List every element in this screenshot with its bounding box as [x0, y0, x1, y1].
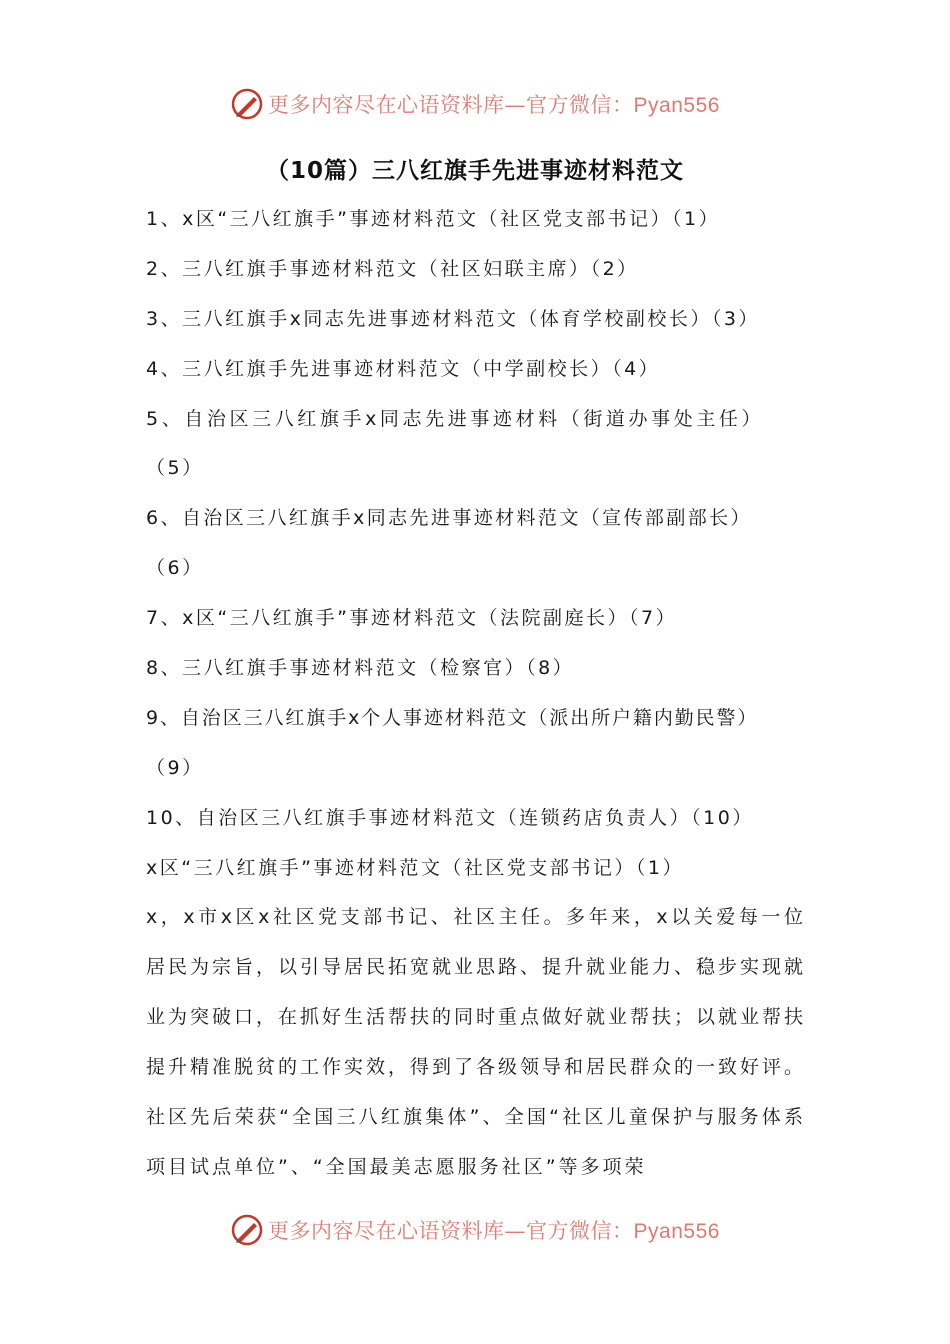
- toc-item-continuation: （6）: [146, 557, 204, 580]
- toc-item: 7、x区“三八红旗手”事迹材料范文（法院副庭长）（7）: [146, 607, 678, 630]
- toc-item-continuation: （5）: [146, 457, 204, 480]
- toc-item-continuation: （9）: [146, 756, 204, 779]
- pen-logo-icon: [230, 1213, 264, 1247]
- header-banner-text: 更多内容尽在心语资料库—官方微信：Pyan556: [268, 93, 720, 117]
- toc-item: 4、三八红旗手先进事迹材料范文（中学副校长）（4）: [146, 357, 661, 380]
- document-body: [146, 195, 806, 1193]
- toc-item: 9、自治区三八红旗手x个人事迹材料范文（派出所户籍内勤民警）: [146, 706, 759, 729]
- toc-item: 1、x区“三八红旗手”事迹材料范文（社区党支部书记）（1）: [146, 208, 721, 230]
- toc-item: 5、自治区三八红旗手x同志先进事迹材料（街道办事处主任）: [146, 407, 765, 430]
- document-title: （10篇）三八红旗手先进事迹材料范文: [265, 158, 684, 184]
- section-heading: x区“三八红旗手”事迹材料范文（社区党支部书记）（1）: [146, 856, 685, 879]
- body-paragraph: x，x市x区x社区党支部书记、社区主任。多年来，x以关爱每一位居民为宗旨，以引导居民拓宽就业思路、提升就业能力、稳步实现就业为突破口，在抓好生活帮扶的同时重点做好就业帮扶；以就业帮扶提升精准脱贫的工作实效，得到了各级领导和居民群众的一致好评。社区先后荣获“全国三八红旗集体”、全国“社区儿童保护与服务体系项目试点单位”、“全国最美志愿服务社区”等多项荣: [146, 906, 807, 1178]
- toc-item: 6、自治区三八红旗手x同志先进事迹材料范文（宣传部副部长）: [146, 507, 752, 530]
- toc-item: 2、三八红旗手事迹材料范文（社区妇联主席）（2）: [146, 257, 639, 280]
- footer-banner: [0, 1210, 950, 1250]
- toc-item: 8、三八红旗手事迹材料范文（检察官）（8）: [146, 657, 575, 680]
- header-banner: [0, 84, 950, 124]
- pen-logo-icon: [230, 87, 264, 121]
- footer-banner-text: 更多内容尽在心语资料库—官方微信：Pyan556: [268, 1219, 720, 1243]
- toc-item: 10、自治区三八红旗手事迹材料范文（连锁药店负责人）（10）: [146, 806, 754, 829]
- toc-item: 3、三八红旗手x同志先进事迹材料范文（体育学校副校长）（3）: [146, 307, 760, 330]
